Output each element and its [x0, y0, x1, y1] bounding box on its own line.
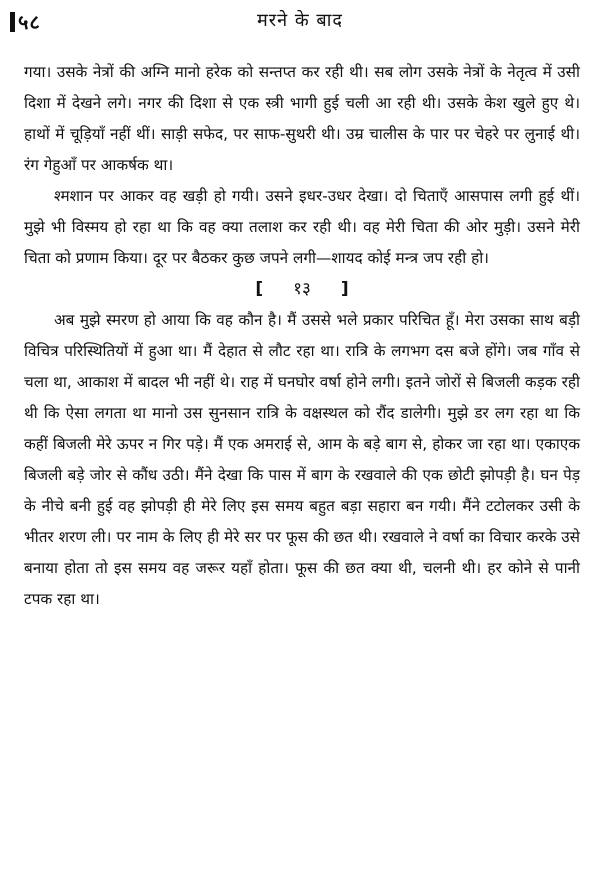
page-number: ५८ [10, 8, 41, 35]
paragraph-2: श्मशान पर आकर वह खड़ी हो गयी। उसने इधर-उधर देखा। दो चिताएँ आसपास लगी हुई थीं। मुझे भी विस्मय हो रहा था कि वह क्या तलाश कर रही थी। वह मेरी चिता की ओर मुड़ी। उसने मेरी चिता को प्रणाम किया। दूर पर बैठकर कुछ जपने लगी—शायद कोई मन्त्र जप रही हो। [24, 187, 580, 267]
paragraph-3: अब मुझे स्मरण हो आया कि वह कौन है। मैं उससे भले प्रकार परिचित हूँ। मेरा उसका साथ बड़ी विचित्र परिस्थितियों में हुआ था। मैं देहात से लौट रहा था। रात्रि के लगभग दस बजे होंगे। जब गाँव से चला था, आकाश में बादल भी नहीं थे। राह में घनघोर वर्षा होने लगी। इतने जोरों से बिजली कड़क रही थी कि ऐसा लगता था मानो उस सुनसान रात्रि के वक्षस्थल को रौंद डालेगी। मुझे डर लग रहा था कि कहीं बिजली मेरे ऊपर न गिर पड़े। मैं एक अमराई से, आम के बड़े बाग से, होकर जा रहा था। एकाएक बिजली बड़े जोर से कौंध उठी। मैंने देखा कि पास में बाग के रखवाले की एक छोटी झोपड़ी है। घन पेड़ के नीचे बनी हुई वह झोपड़ी ही मेरे लिए इस समय बहुत बड़ा सहारा बन गयी। मैंने टटोलकर उसी के भीतर शरण ली। पर नाम के लिए ही मेरे सर पर फूस की छत थी। रखवाले ने वर्षा का विचार करके उसे बनाया होता तो इस समय वह जरूर यहाँ होता। फूस की छत क्या थी, चलनी थी। हर कोने से पानी टपक रहा था। [24, 311, 580, 608]
chapter-marker [24, 274, 580, 305]
page-header [0, 0, 600, 40]
running-title: मरने के बाद [257, 10, 343, 31]
paragraph-1: गया। उसके नेत्रों की अग्नि मानो हरेक को सन्तप्त कर रही थी। सब लोग उसके नेत्रों के नेतृत्व में उसी दिशा में देखने लगे। नगर की दिशा से एक स्त्री भागी हुई चली आ रही थी। उसके केश खुले हुए थे। हाथों में चूड़ियाँ नहीं थीं। साड़ी सफेद, पर साफ-सुथरी थी। उम्र चालीस के पार पर चेहरे पर लुनाई थी। रंग गेहुआँ पर आकर्षक था। [24, 63, 580, 174]
chapter-bracket-close: ] [340, 279, 349, 299]
body-text [24, 57, 580, 615]
chapter-number: १३ [293, 279, 311, 299]
chapter-bracket-open: [ [255, 279, 264, 299]
